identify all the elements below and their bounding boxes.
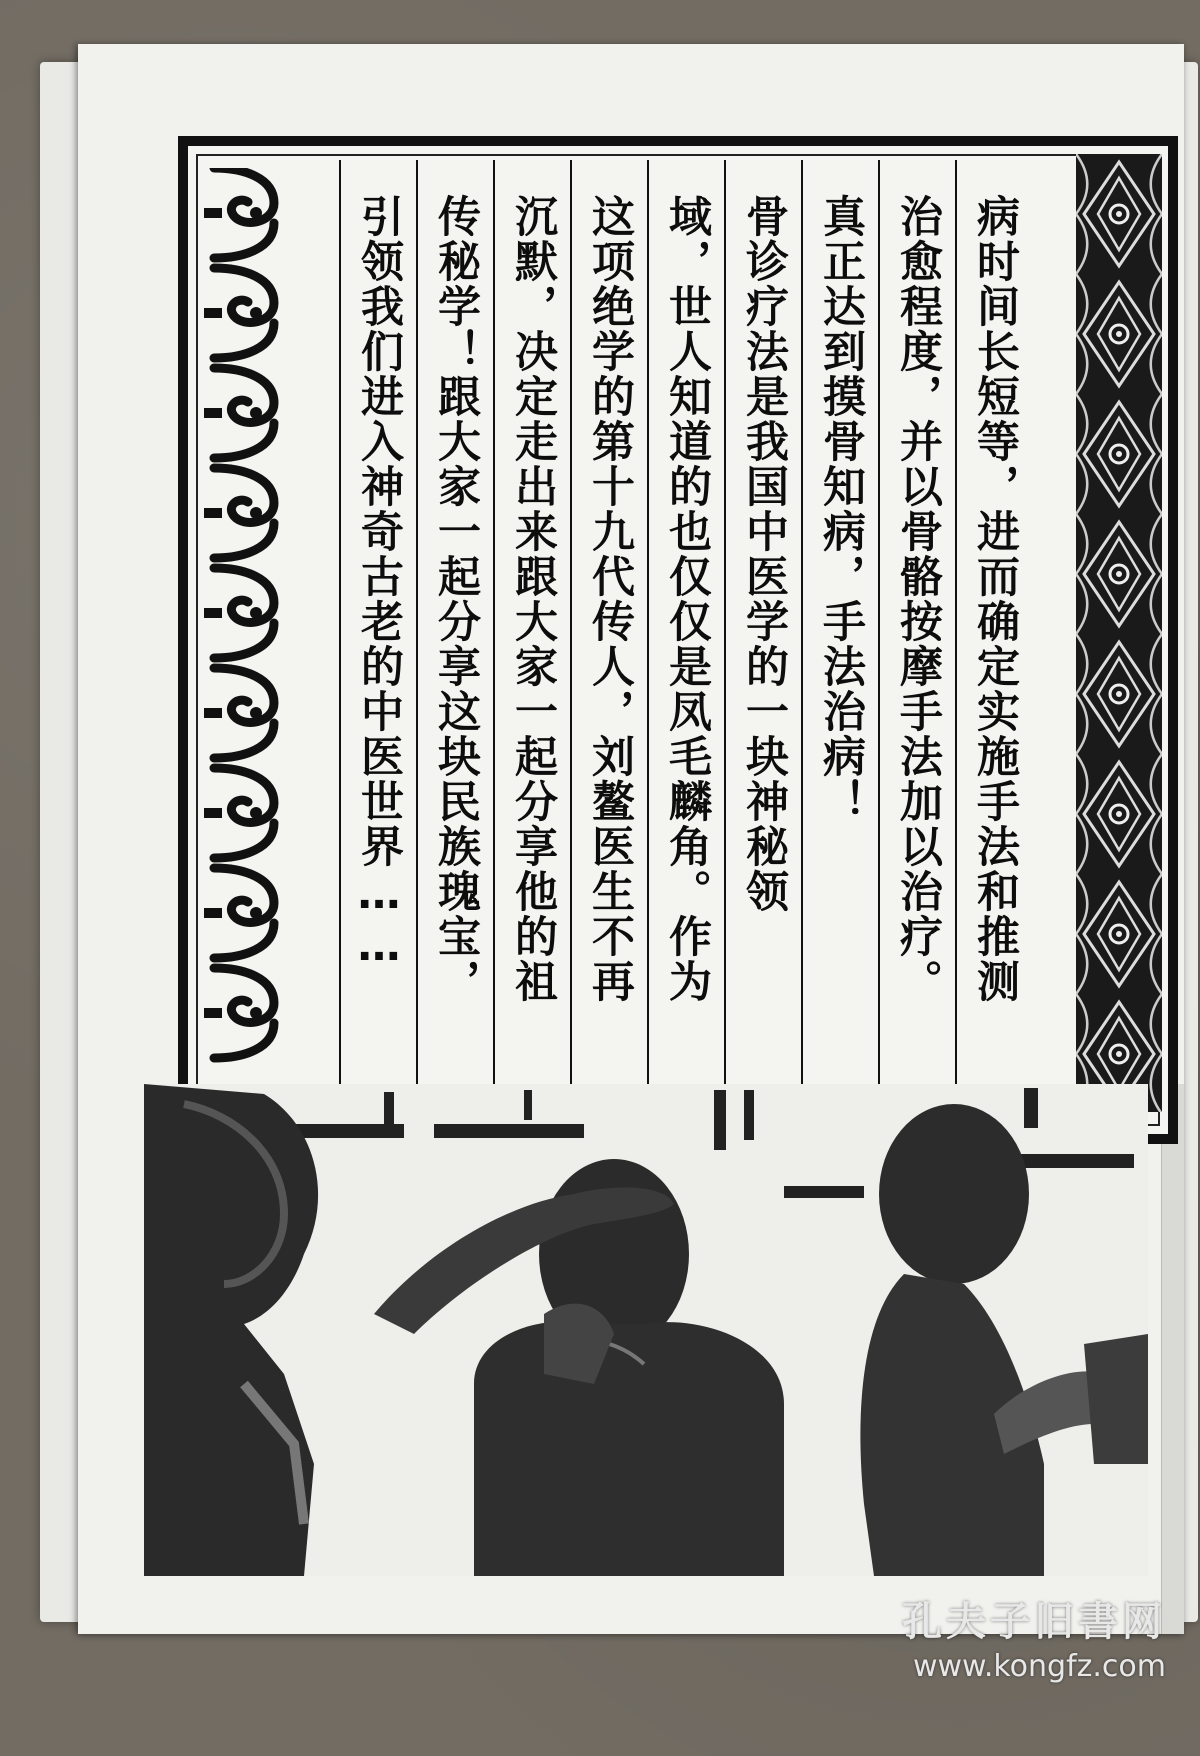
watermark-title: 孔夫子旧書网	[902, 1598, 1166, 1645]
vertical-text-columns	[338, 160, 1032, 1120]
column-text: 引领我们进入神奇古老的中医世界……	[354, 194, 404, 973]
column-text: 病时间长短等，进而确定实施手法和推测	[970, 194, 1020, 1004]
text-column	[647, 160, 724, 1120]
watermark-url: www.kongfz.com	[912, 1649, 1166, 1684]
text-column	[570, 160, 647, 1120]
doctor-photo	[144, 1084, 1148, 1576]
book-page	[78, 44, 1184, 1634]
column-text: 域，世人知道的也仅仅是凤毛麟角。作为	[662, 194, 712, 1004]
text-column	[801, 160, 878, 1120]
column-text: 传秘学！跟大家一起分享这块民族瑰宝，	[431, 194, 481, 1004]
text-column	[955, 160, 1032, 1120]
column-text: 骨诊疗法是我国中医学的一块神秘领	[739, 194, 789, 914]
column-text: 沉默，决定走出来跟大家一起分享他的祖	[508, 194, 558, 1004]
text-column	[724, 160, 801, 1120]
text-column	[493, 160, 570, 1120]
watermark	[902, 1590, 1166, 1684]
column-text: 治愈程度，并以骨骼按摩手法加以治疗。	[893, 194, 943, 1004]
ornament-motifs	[204, 168, 274, 1058]
text-column	[416, 160, 493, 1120]
page-fold-edge	[1161, 1084, 1184, 1634]
text-column	[878, 160, 955, 1120]
left-ornament-border	[200, 168, 282, 1098]
column-text: 这项绝学的第十九代传人，刘鳌医生不再	[585, 194, 635, 1004]
column-text: 真正达到摸骨知病，手法治病！	[816, 194, 866, 824]
text-frame	[178, 136, 1178, 1144]
text-column	[339, 160, 416, 1120]
right-pattern-band	[1076, 154, 1162, 1112]
